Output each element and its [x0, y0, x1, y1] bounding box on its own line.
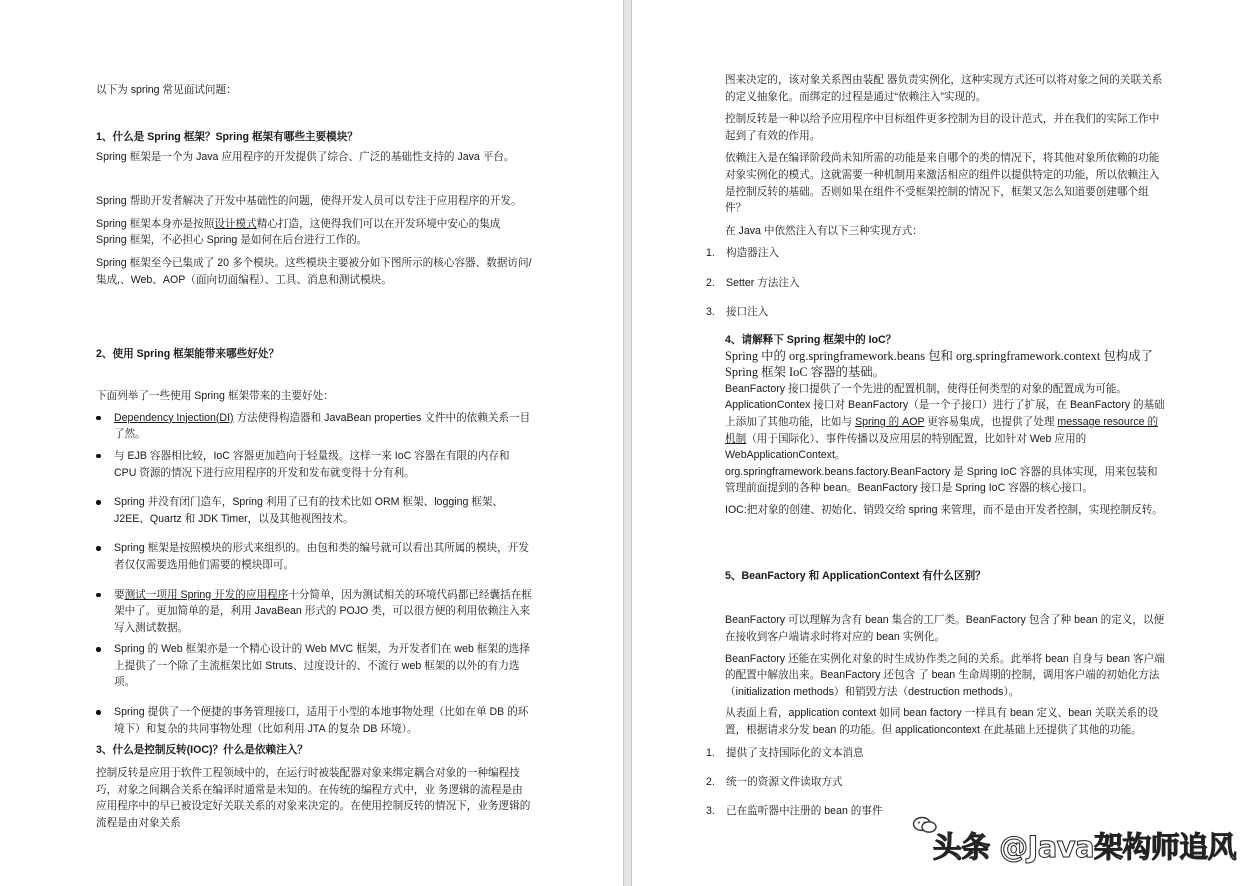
bullet-icon — [96, 454, 101, 459]
bullet-icon — [96, 500, 101, 505]
section-heading-5: 5、BeanFactory 和 ApplicationContext 有什么区别？ — [725, 570, 986, 583]
paragraph: Spring 框架是一个为 Java 应用程序的开发提供了综合、广泛的基础性支持的 Java 平台。 — [96, 150, 515, 163]
bullet-icon — [96, 647, 101, 652]
paragraph: org.springframework.beans.factory.BeanFactory 是 Spring IoC 容器的具体实现，用来包装和管理前面提到的各种 bean。BeanFactory 接口是 Spring IoC 容器的核心接口。 — [725, 465, 1158, 495]
section-heading-2: 2、使用 Spring 框架能带来哪些好处？ — [96, 348, 280, 361]
paragraph: IOC:把对象的创建、初始化、销毁交给 spring 来管理，而不是由开发者控制，实现控制反转。 — [725, 503, 1163, 516]
bullet-icon — [96, 416, 101, 421]
list-item: 1. 提供了支持国际化的文本消息 — [706, 746, 864, 759]
paragraph: 控制反转是一种以给予应用程序中目标组件更多控制为目的设计范式，并在我们的实际工作中起到了有效的作用。 — [725, 113, 1160, 142]
list-item: Spring 并没有闭门造车，Spring 利用了已有的技术比如 ORM 框架、logging 框架、J2EE、Quartz 和 JDK Timer，以及其他视图技术。 — [114, 494, 532, 527]
di-link[interactable]: Dependency Injection(DI) — [114, 411, 234, 424]
section-heading-3: 3、什么是控制反转(IOC)？什么是依赖注入？ — [96, 744, 308, 757]
section-heading-4: 4、请解释下 Spring 框架中的 IoC？ — [725, 333, 897, 346]
paragraph: BeanFactory 接口提供了一个先进的配置机制，使得任何类型的对象的配置成为可能。 — [725, 382, 1128, 395]
page-content — [706, 72, 1165, 832]
list-item: 与 EJB 容器相比较，IoC 容器更加趋向于轻量级。这样一来 IoC 容器在有限的内存和 CPU 资源的情况下进行应用程序的开发和发布就变得十分有利。 — [114, 448, 532, 481]
paragraph: BeanFactory 可以理解为含有 bean 集合的工厂类。BeanFactory 包含了种 bean 的定义，以便在接收到客户端请求时将对应的 bean 实例化。 — [725, 614, 1165, 644]
testing-link[interactable]: 测试一项用 Spring 开发的应用程序 — [124, 588, 289, 601]
bullet-icon — [96, 710, 101, 715]
message-resource-link[interactable]: message resource 的机制 — [725, 415, 1159, 445]
benefits-list — [96, 410, 532, 738]
list-item: 2. 统一的资源文件读取方式 — [706, 775, 843, 788]
list-item: Spring 框架是按照模块的形式来组织的。由包和类的编号就可以看出其所属的模块，开发者仅仅需要选用他们需要的模块即可。 — [114, 540, 532, 573]
watermark-text: 头条 @Java架构师追风 — [932, 830, 1236, 864]
paragraph: BeanFactory 还能在实例化对象的时生成协作类之间的关系。此举将 bean 自身与 bean 客户端的配置中解放出来。BeanFactory 还包含 了 bean 生命周期的控制，调用客户端的初始化方法（initialization methods）和销毁方法（destruction methods）。 — [725, 652, 1165, 698]
document-page-left — [0, 0, 624, 886]
list-item: Dependency Injection(DI) 方法使得构造器和 JavaBean properties 文件中的依赖关系一目了然。 — [114, 410, 532, 443]
paragraph: ApplicationContex 接口对 BeanFactory（是一个子接口）进行了扩展，在 BeanFactory 的基础上添加了其他功能，比如与 Spring 的 AOP 更容易集成，也提供了处理 message resource 的机制（用于国际化）、事件传播以及应用层的特别配置，比如针对 Web 应用的 WebApplicationContext。 — [725, 399, 1165, 462]
paragraph: Spring 框架至今已集成了 20 多个模块。这些模块主要被分如下图所示的核心容器、数据访问/集成,、Web、AOP（面向切面编程）、工具、消息和测试模块。 — [96, 256, 532, 286]
list-item: 3. 接口注入 — [706, 305, 769, 318]
paragraph: 依赖注入是在编译阶段尚未知所需的功能是来自哪个的类的情况下，将其他对象所依赖的功能对象实例化的模式。这就需要一种机制用来激活相应的组件以提供特定的功能，所以依赖注入是控制反转的基础。否则如果在组件不受框架控制的情况下，框架又怎么知道要创建哪个组件？ — [725, 152, 1160, 215]
paragraph: 从表面上看，application context 如同 bean factory 一样具有 bean 定义、bean 关联关系的设置，根据请求分发 bean 的功能。但 applicationcontext 在此基础上还提供了其他的功能。 — [725, 707, 1159, 737]
paragraph: Spring 帮助开发者解决了开发中基础性的问题，使得开发人员可以专注于应用程序的开发。 — [96, 195, 522, 208]
application-context-features-list — [706, 745, 1165, 820]
paragraph: 在 Java 中依然注入有以下三种实现方式： — [725, 224, 923, 237]
list-item: 2. Setter 方法注入 — [706, 276, 800, 289]
bullet-icon — [96, 546, 101, 551]
list-item: Spring 的 Web 框架亦是一个精心设计的 Web MVC 框架，为开发者们在 web 框架的选择上提供了一个除了主流框架比如 Struts、过度设计的、不流行 web 框架的以外的有力选项。 — [114, 641, 532, 691]
list-item: 3. 已在监听器中注册的 bean 的事件 — [706, 805, 883, 817]
list-item: 要测试一项用 Spring 开发的应用程序十分简单，因为测试相关的环境代码都已经囊括在框架中了。更加简单的是，利用 JavaBean 形式的 POJO 类，可以很方便的利用依赖注入来写入测试数据。 — [114, 587, 532, 637]
paragraph: Spring 框架本身亦是按照设计模式精心打造，这使得我们可以在开发环境中安心的集成 Spring 框架，不必担心 Spring 是如何在后台进行工作的。 — [96, 217, 501, 247]
injection-methods-list — [706, 245, 1165, 320]
paragraph: Spring 中的 org.springframework.beans 包和 org.springframework.context 包构成了 Spring 框架 IoC 容器的基础。 — [725, 348, 1153, 380]
paragraph: 下面列举了一些使用 Spring 框架带来的主要好处： — [96, 390, 334, 403]
list-item: Spring 提供了一个便捷的事务管理接口，适用于小型的本地事物处理（比如在单 DB 的环境下）和复杂的共同事物处理（比如利用 JTA 的复杂 DB 环境）。 — [114, 704, 532, 737]
paragraph: 图来决定的，该对象关系图由装配 器负责实例化，这种实现方式还可以将对象之间的关联关系的定义抽象化。而绑定的过程是通过“依赖注入”实现的。 — [725, 74, 1163, 103]
list-item: 1. 构造器注入 — [706, 247, 779, 260]
intro-text: 以下为 spring 常见面试问题： — [96, 84, 237, 96]
document-page-right — [631, 0, 1256, 886]
paragraph: 控制反转是应用于软件工程领域中的，在运行时被装配器对象来绑定耦合对象的一种编程技巧，对象之间耦合关系在编译时通常是未知的。在传统的编程方式中，业 务逻辑的流程是由应用程序中的早已被设定好关联关系的对象来决定的。在使用控制反转的情况下，业务逻辑的流程是由对象关系 — [96, 767, 531, 830]
bullet-icon — [96, 593, 101, 598]
section-heading-1: 1、什么是 Spring 框架？Spring 框架有哪些主要模块？ — [96, 130, 358, 143]
page-content — [96, 82, 532, 832]
spring-aop-link[interactable]: Spring 的 AOP — [855, 415, 925, 428]
design-pattern-link[interactable]: 设计模式 — [214, 217, 257, 230]
